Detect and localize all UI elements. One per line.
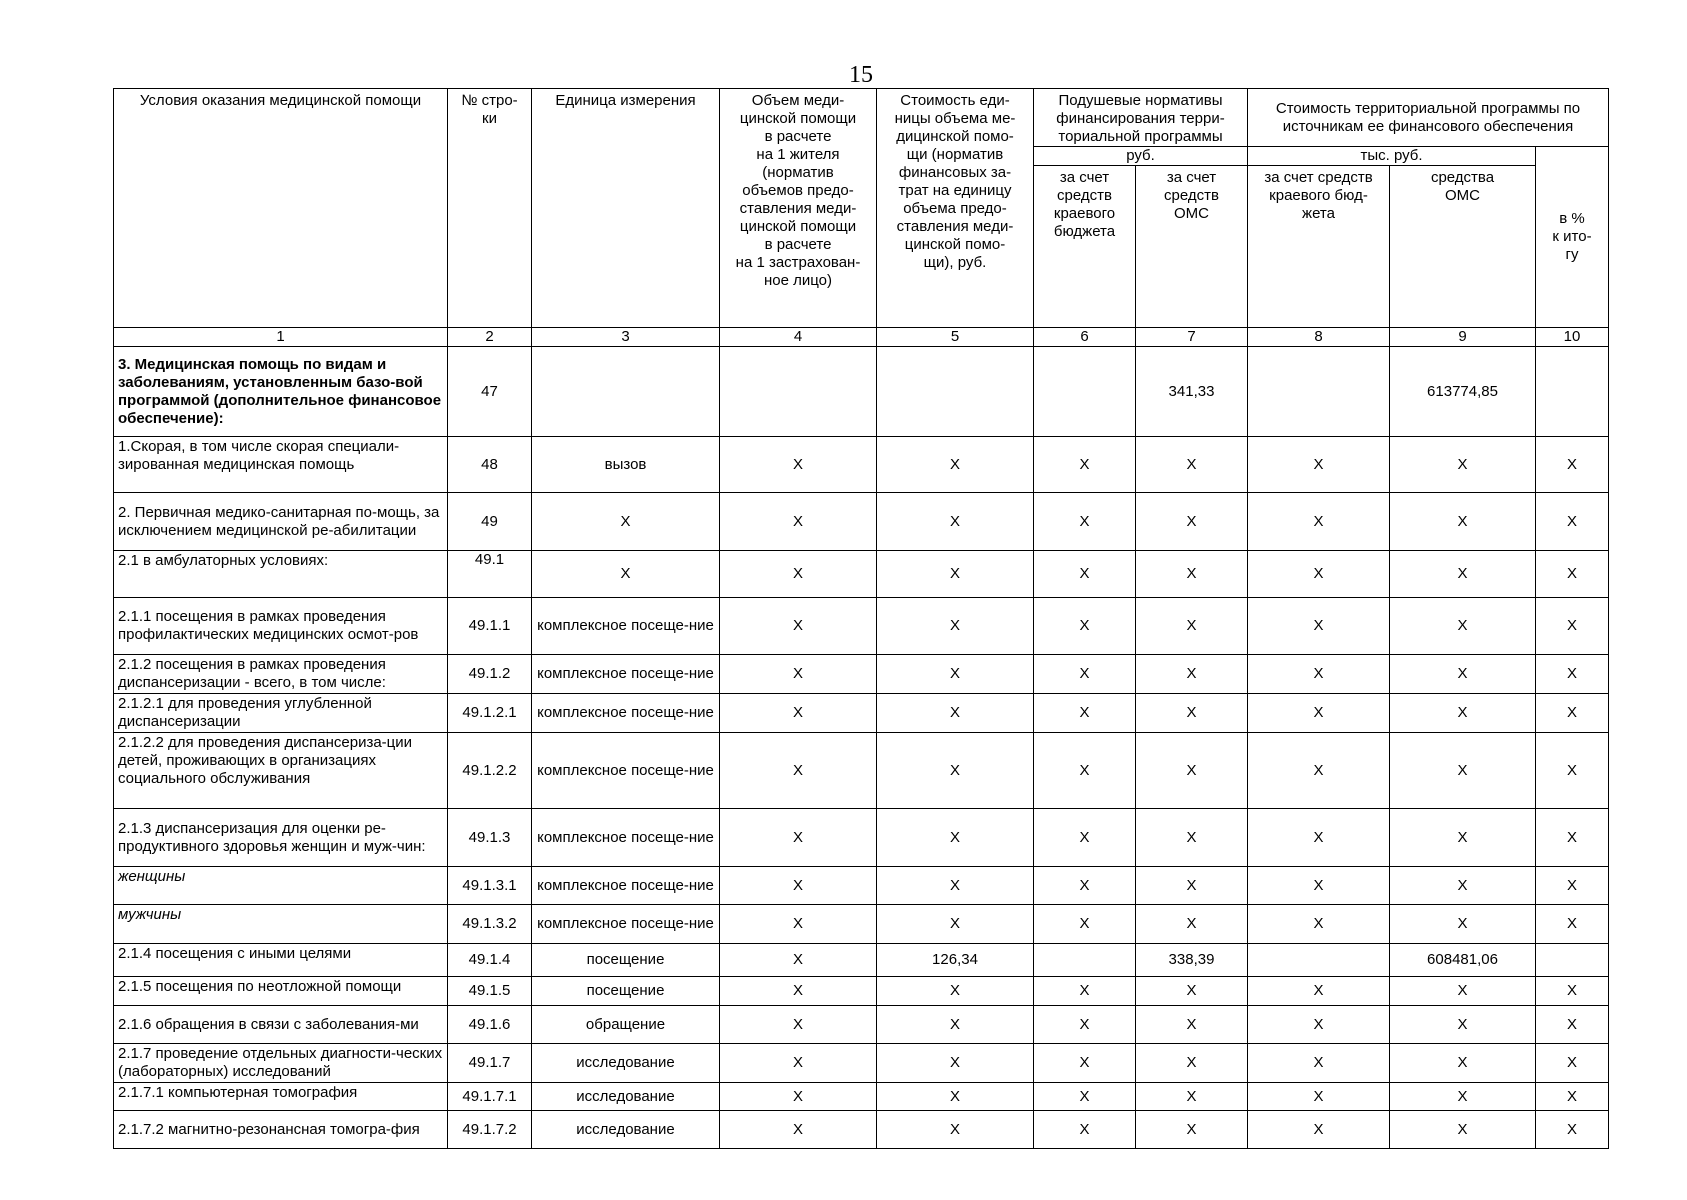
row-value: Х bbox=[1248, 551, 1390, 598]
table-body bbox=[114, 347, 1609, 1149]
row-value: Х bbox=[1034, 1006, 1136, 1044]
row-condition: 2.1.4 посещения с иными целями bbox=[114, 944, 448, 977]
header-conditions: Условия оказания медицинской помощи bbox=[114, 89, 448, 328]
header-per-capita-norms: Подушевые нормативы финансирования терри- ториальной программы bbox=[1034, 89, 1248, 147]
row-unit: комплексное посеще-ние bbox=[532, 867, 720, 905]
row-value: Х bbox=[1390, 1006, 1536, 1044]
row-value: Х bbox=[1248, 437, 1390, 493]
row-unit: исследование bbox=[532, 1044, 720, 1083]
row-condition: 2.1.7.1 компьютерная томография bbox=[114, 1083, 448, 1111]
row-value: Х bbox=[1034, 809, 1136, 867]
row-condition: 2.1.6 обращения в связи с заболевания-ми bbox=[114, 1006, 448, 1044]
row-line-number: 48 bbox=[448, 437, 532, 493]
row-value: Х bbox=[720, 977, 877, 1006]
row-unit: комплексное посеще-ние bbox=[532, 809, 720, 867]
row-value: Х bbox=[1248, 694, 1390, 733]
table-row bbox=[114, 867, 1609, 905]
row-value bbox=[1536, 347, 1609, 437]
row-value: Х bbox=[877, 1044, 1034, 1083]
row-value bbox=[1034, 944, 1136, 977]
row-value: Х bbox=[720, 809, 877, 867]
row-value: Х bbox=[720, 1006, 877, 1044]
column-number: 9 bbox=[1390, 328, 1536, 347]
header-oms-cost: средства ОМС bbox=[1390, 166, 1536, 328]
row-line-number: 49.1.7.1 bbox=[448, 1083, 532, 1111]
row-line-number: 49.1.6 bbox=[448, 1006, 532, 1044]
row-value: Х bbox=[1034, 1083, 1136, 1111]
column-number: 5 bbox=[877, 328, 1034, 347]
row-value: Х bbox=[1034, 905, 1136, 944]
table-header bbox=[114, 89, 1609, 347]
row-value: Х bbox=[1248, 977, 1390, 1006]
row-value: Х bbox=[1536, 655, 1609, 694]
row-value: Х bbox=[1536, 551, 1609, 598]
header-percent-total: в % к ито- гу bbox=[1536, 147, 1609, 328]
row-condition: мужчины bbox=[114, 905, 448, 944]
row-value: Х bbox=[1248, 1006, 1390, 1044]
row-value: Х bbox=[1248, 867, 1390, 905]
table-row bbox=[114, 347, 1609, 437]
row-value: Х bbox=[1034, 1044, 1136, 1083]
row-value: Х bbox=[720, 655, 877, 694]
row-condition: 3. Медицинская помощь по видам и заболеваниям, установленным базо-вой программой (дополнительное финансовое обеспечение): bbox=[114, 347, 448, 437]
row-value: Х bbox=[877, 1006, 1034, 1044]
program-cost-table bbox=[113, 88, 1609, 1149]
row-condition: 2.1.1 посещения в рамках проведения профилактических медицинских осмот-ров bbox=[114, 598, 448, 655]
table-row bbox=[114, 551, 1609, 598]
row-value: Х bbox=[1536, 977, 1609, 1006]
row-value: Х bbox=[720, 944, 877, 977]
row-condition: 2.1.7 проведение отдельных диагности-ческих (лабораторных) исследований bbox=[114, 1044, 448, 1083]
row-line-number: 49.1.2 bbox=[448, 655, 532, 694]
row-value: Х bbox=[1248, 655, 1390, 694]
row-value: Х bbox=[1390, 733, 1536, 809]
row-value: Х bbox=[1390, 694, 1536, 733]
row-value: Х bbox=[1390, 905, 1536, 944]
row-line-number: 49.1.4 bbox=[448, 944, 532, 977]
row-condition: 2.1.2.1 для проведения углубленной диспансеризации bbox=[114, 694, 448, 733]
row-value: Х bbox=[877, 493, 1034, 551]
row-value: Х bbox=[1136, 977, 1248, 1006]
row-value: Х bbox=[877, 905, 1034, 944]
row-condition: 2.1.5 посещения по неотложной помощи bbox=[114, 977, 448, 1006]
table-row bbox=[114, 1083, 1609, 1111]
row-value: Х bbox=[1034, 977, 1136, 1006]
row-value: Х bbox=[1034, 437, 1136, 493]
row-value: Х bbox=[720, 1083, 877, 1111]
row-value: Х bbox=[720, 1111, 877, 1149]
header-regional-budget-norm: за счет средств краевого бюджета bbox=[1034, 166, 1136, 328]
row-unit: комплексное посеще-ние bbox=[532, 694, 720, 733]
header-unit-thousand-rub: тыс. руб. bbox=[1248, 147, 1536, 166]
row-value: Х bbox=[720, 437, 877, 493]
header-unit: Единица измерения bbox=[532, 89, 720, 328]
row-value: Х bbox=[1390, 977, 1536, 1006]
table-row bbox=[114, 694, 1609, 733]
row-unit: комплексное посеще-ние bbox=[532, 905, 720, 944]
row-value: 338,39 bbox=[1136, 944, 1248, 977]
row-value: Х bbox=[1390, 809, 1536, 867]
row-value: Х bbox=[1136, 493, 1248, 551]
header-unit-cost: Стоимость еди- ницы объема ме- дицинской помо- щи (норматив финансовых за- трат на единицу объема предо- ставления меди- цинской помо- щи), руб. bbox=[877, 89, 1034, 328]
header-unit-rub: руб. bbox=[1034, 147, 1248, 166]
page-number: 15 bbox=[849, 62, 873, 88]
row-value: Х bbox=[1034, 733, 1136, 809]
row-value: Х bbox=[1136, 1111, 1248, 1149]
row-line-number: 49.1.3.2 bbox=[448, 905, 532, 944]
row-unit bbox=[532, 347, 720, 437]
row-value: Х bbox=[1248, 493, 1390, 551]
row-value: Х bbox=[1136, 1044, 1248, 1083]
row-value: Х bbox=[1390, 1044, 1536, 1083]
table-row bbox=[114, 977, 1609, 1006]
row-value: 126,34 bbox=[877, 944, 1034, 977]
table-row bbox=[114, 1111, 1609, 1149]
row-line-number: 49 bbox=[448, 493, 532, 551]
column-number: 1 bbox=[114, 328, 448, 347]
row-value: Х bbox=[720, 905, 877, 944]
row-unit: исследование bbox=[532, 1111, 720, 1149]
row-value: Х bbox=[720, 867, 877, 905]
row-value: Х bbox=[1536, 867, 1609, 905]
row-value: Х bbox=[1248, 733, 1390, 809]
row-value: Х bbox=[1034, 493, 1136, 551]
row-value: 613774,85 bbox=[1390, 347, 1536, 437]
header-line-number: № стро- ки bbox=[448, 89, 532, 328]
row-value bbox=[720, 347, 877, 437]
column-number: 10 bbox=[1536, 328, 1609, 347]
row-value: Х bbox=[720, 598, 877, 655]
row-line-number: 47 bbox=[448, 347, 532, 437]
row-value: Х bbox=[877, 733, 1034, 809]
row-value: Х bbox=[877, 1111, 1034, 1149]
row-value: Х bbox=[1248, 1044, 1390, 1083]
row-value: Х bbox=[1536, 905, 1609, 944]
column-number: 4 bbox=[720, 328, 877, 347]
row-value: Х bbox=[877, 551, 1034, 598]
row-unit: вызов bbox=[532, 437, 720, 493]
row-value: Х bbox=[1536, 1044, 1609, 1083]
row-value: Х bbox=[1136, 809, 1248, 867]
row-value: Х bbox=[877, 809, 1034, 867]
row-value: Х bbox=[877, 437, 1034, 493]
row-value: Х bbox=[1536, 598, 1609, 655]
row-value: Х bbox=[1136, 655, 1248, 694]
row-value: Х bbox=[1136, 1083, 1248, 1111]
row-value bbox=[1248, 347, 1390, 437]
row-condition: 2.1.7.2 магнитно-резонансная томогра-фия bbox=[114, 1111, 448, 1149]
column-number: 7 bbox=[1136, 328, 1248, 347]
row-value: Х bbox=[720, 733, 877, 809]
table-row bbox=[114, 905, 1609, 944]
row-value: Х bbox=[1034, 1111, 1136, 1149]
row-value bbox=[877, 347, 1034, 437]
table-row bbox=[114, 733, 1609, 809]
row-value: Х bbox=[1536, 733, 1609, 809]
row-value: 608481,06 bbox=[1390, 944, 1536, 977]
row-value: Х bbox=[720, 493, 877, 551]
row-value: Х bbox=[1536, 493, 1609, 551]
row-line-number: 49.1 bbox=[448, 551, 532, 598]
row-value: Х bbox=[1536, 1006, 1609, 1044]
table-row bbox=[114, 1044, 1609, 1083]
row-value: Х bbox=[720, 551, 877, 598]
row-value: Х bbox=[877, 1083, 1034, 1111]
row-condition: 1.Скорая, в том числе скорая специали-зированная медицинская помощь bbox=[114, 437, 448, 493]
row-value: Х bbox=[1248, 809, 1390, 867]
table-row bbox=[114, 655, 1609, 694]
row-value: Х bbox=[1536, 1083, 1609, 1111]
row-line-number: 49.1.7 bbox=[448, 1044, 532, 1083]
column-number: 8 bbox=[1248, 328, 1390, 347]
row-value: Х bbox=[720, 1044, 877, 1083]
row-unit: Х bbox=[532, 493, 720, 551]
column-number: 6 bbox=[1034, 328, 1136, 347]
row-line-number: 49.1.7.2 bbox=[448, 1111, 532, 1149]
row-value: 341,33 bbox=[1136, 347, 1248, 437]
row-value: Х bbox=[1390, 1111, 1536, 1149]
row-value: Х bbox=[1136, 733, 1248, 809]
row-unit: комплексное посеще-ние bbox=[532, 598, 720, 655]
row-value: Х bbox=[1136, 694, 1248, 733]
row-value: Х bbox=[1390, 598, 1536, 655]
row-value: Х bbox=[1136, 437, 1248, 493]
row-value bbox=[1034, 347, 1136, 437]
row-value: Х bbox=[1136, 598, 1248, 655]
row-line-number: 49.1.3 bbox=[448, 809, 532, 867]
row-condition: 2. Первичная медико-санитарная по-мощь, за исключением медицинской ре-абилитации bbox=[114, 493, 448, 551]
row-value: Х bbox=[1536, 694, 1609, 733]
row-value: Х bbox=[1390, 867, 1536, 905]
row-value bbox=[1536, 944, 1609, 977]
row-value: Х bbox=[1390, 437, 1536, 493]
header-regional-budget-cost: за счет средств краевого бюд- жета bbox=[1248, 166, 1390, 328]
row-condition: 2.1.3 диспансеризация для оценки ре-продуктивного здоровья женщин и муж-чин: bbox=[114, 809, 448, 867]
row-value: Х bbox=[877, 598, 1034, 655]
table-row bbox=[114, 437, 1609, 493]
table-row bbox=[114, 598, 1609, 655]
row-value: Х bbox=[1034, 694, 1136, 733]
row-unit: комплексное посеще-ние bbox=[532, 655, 720, 694]
header-program-cost: Стоимость территориальной программы по источникам ее финансового обеспечения bbox=[1248, 89, 1609, 147]
row-unit: Х bbox=[532, 551, 720, 598]
row-value: Х bbox=[1536, 1111, 1609, 1149]
row-value: Х bbox=[877, 655, 1034, 694]
row-value: Х bbox=[1390, 493, 1536, 551]
row-line-number: 49.1.3.1 bbox=[448, 867, 532, 905]
row-value: Х bbox=[1248, 1083, 1390, 1111]
table-row bbox=[114, 944, 1609, 977]
row-line-number: 49.1.5 bbox=[448, 977, 532, 1006]
row-value: Х bbox=[1136, 905, 1248, 944]
row-condition: 2.1 в амбулаторных условиях: bbox=[114, 551, 448, 598]
row-value bbox=[1248, 944, 1390, 977]
row-value: Х bbox=[877, 867, 1034, 905]
column-number-row bbox=[114, 328, 1609, 347]
row-line-number: 49.1.2.1 bbox=[448, 694, 532, 733]
row-value: Х bbox=[877, 977, 1034, 1006]
header-volume: Объем меди- цинской помощи в расчете на 1 жителя (норматив объемов предо- ставления меди- цинской помощи в расчете на 1 застрахован- ное лицо) bbox=[720, 89, 877, 328]
column-number: 2 bbox=[448, 328, 532, 347]
row-condition: женщины bbox=[114, 867, 448, 905]
row-value: Х bbox=[1034, 655, 1136, 694]
row-value: Х bbox=[877, 694, 1034, 733]
row-value: Х bbox=[1034, 867, 1136, 905]
row-value: Х bbox=[1390, 551, 1536, 598]
row-value: Х bbox=[1536, 437, 1609, 493]
row-unit: посещение bbox=[532, 944, 720, 977]
column-number: 3 bbox=[532, 328, 720, 347]
table-row bbox=[114, 809, 1609, 867]
row-value: Х bbox=[1248, 1111, 1390, 1149]
row-value: Х bbox=[1390, 655, 1536, 694]
row-value: Х bbox=[1248, 598, 1390, 655]
row-value: Х bbox=[1034, 551, 1136, 598]
row-value: Х bbox=[1390, 1083, 1536, 1111]
table-row bbox=[114, 493, 1609, 551]
row-unit: посещение bbox=[532, 977, 720, 1006]
row-value: Х bbox=[1136, 1006, 1248, 1044]
row-unit: исследование bbox=[532, 1083, 720, 1111]
row-value: Х bbox=[1136, 551, 1248, 598]
row-line-number: 49.1.1 bbox=[448, 598, 532, 655]
row-value: Х bbox=[1248, 905, 1390, 944]
row-value: Х bbox=[1136, 867, 1248, 905]
row-line-number: 49.1.2.2 bbox=[448, 733, 532, 809]
row-unit: комплексное посеще-ние bbox=[532, 733, 720, 809]
row-condition: 2.1.2 посещения в рамках проведения диспансеризации - всего, в том числе: bbox=[114, 655, 448, 694]
table-row bbox=[114, 1006, 1609, 1044]
row-value: Х bbox=[1536, 809, 1609, 867]
header-oms-norm: за счет средств ОМС bbox=[1136, 166, 1248, 328]
row-unit: обращение bbox=[532, 1006, 720, 1044]
row-value: Х bbox=[720, 694, 877, 733]
row-condition: 2.1.2.2 для проведения диспансериза-ции детей, проживающих в организациях социального обслуживания bbox=[114, 733, 448, 809]
row-value: Х bbox=[1034, 598, 1136, 655]
